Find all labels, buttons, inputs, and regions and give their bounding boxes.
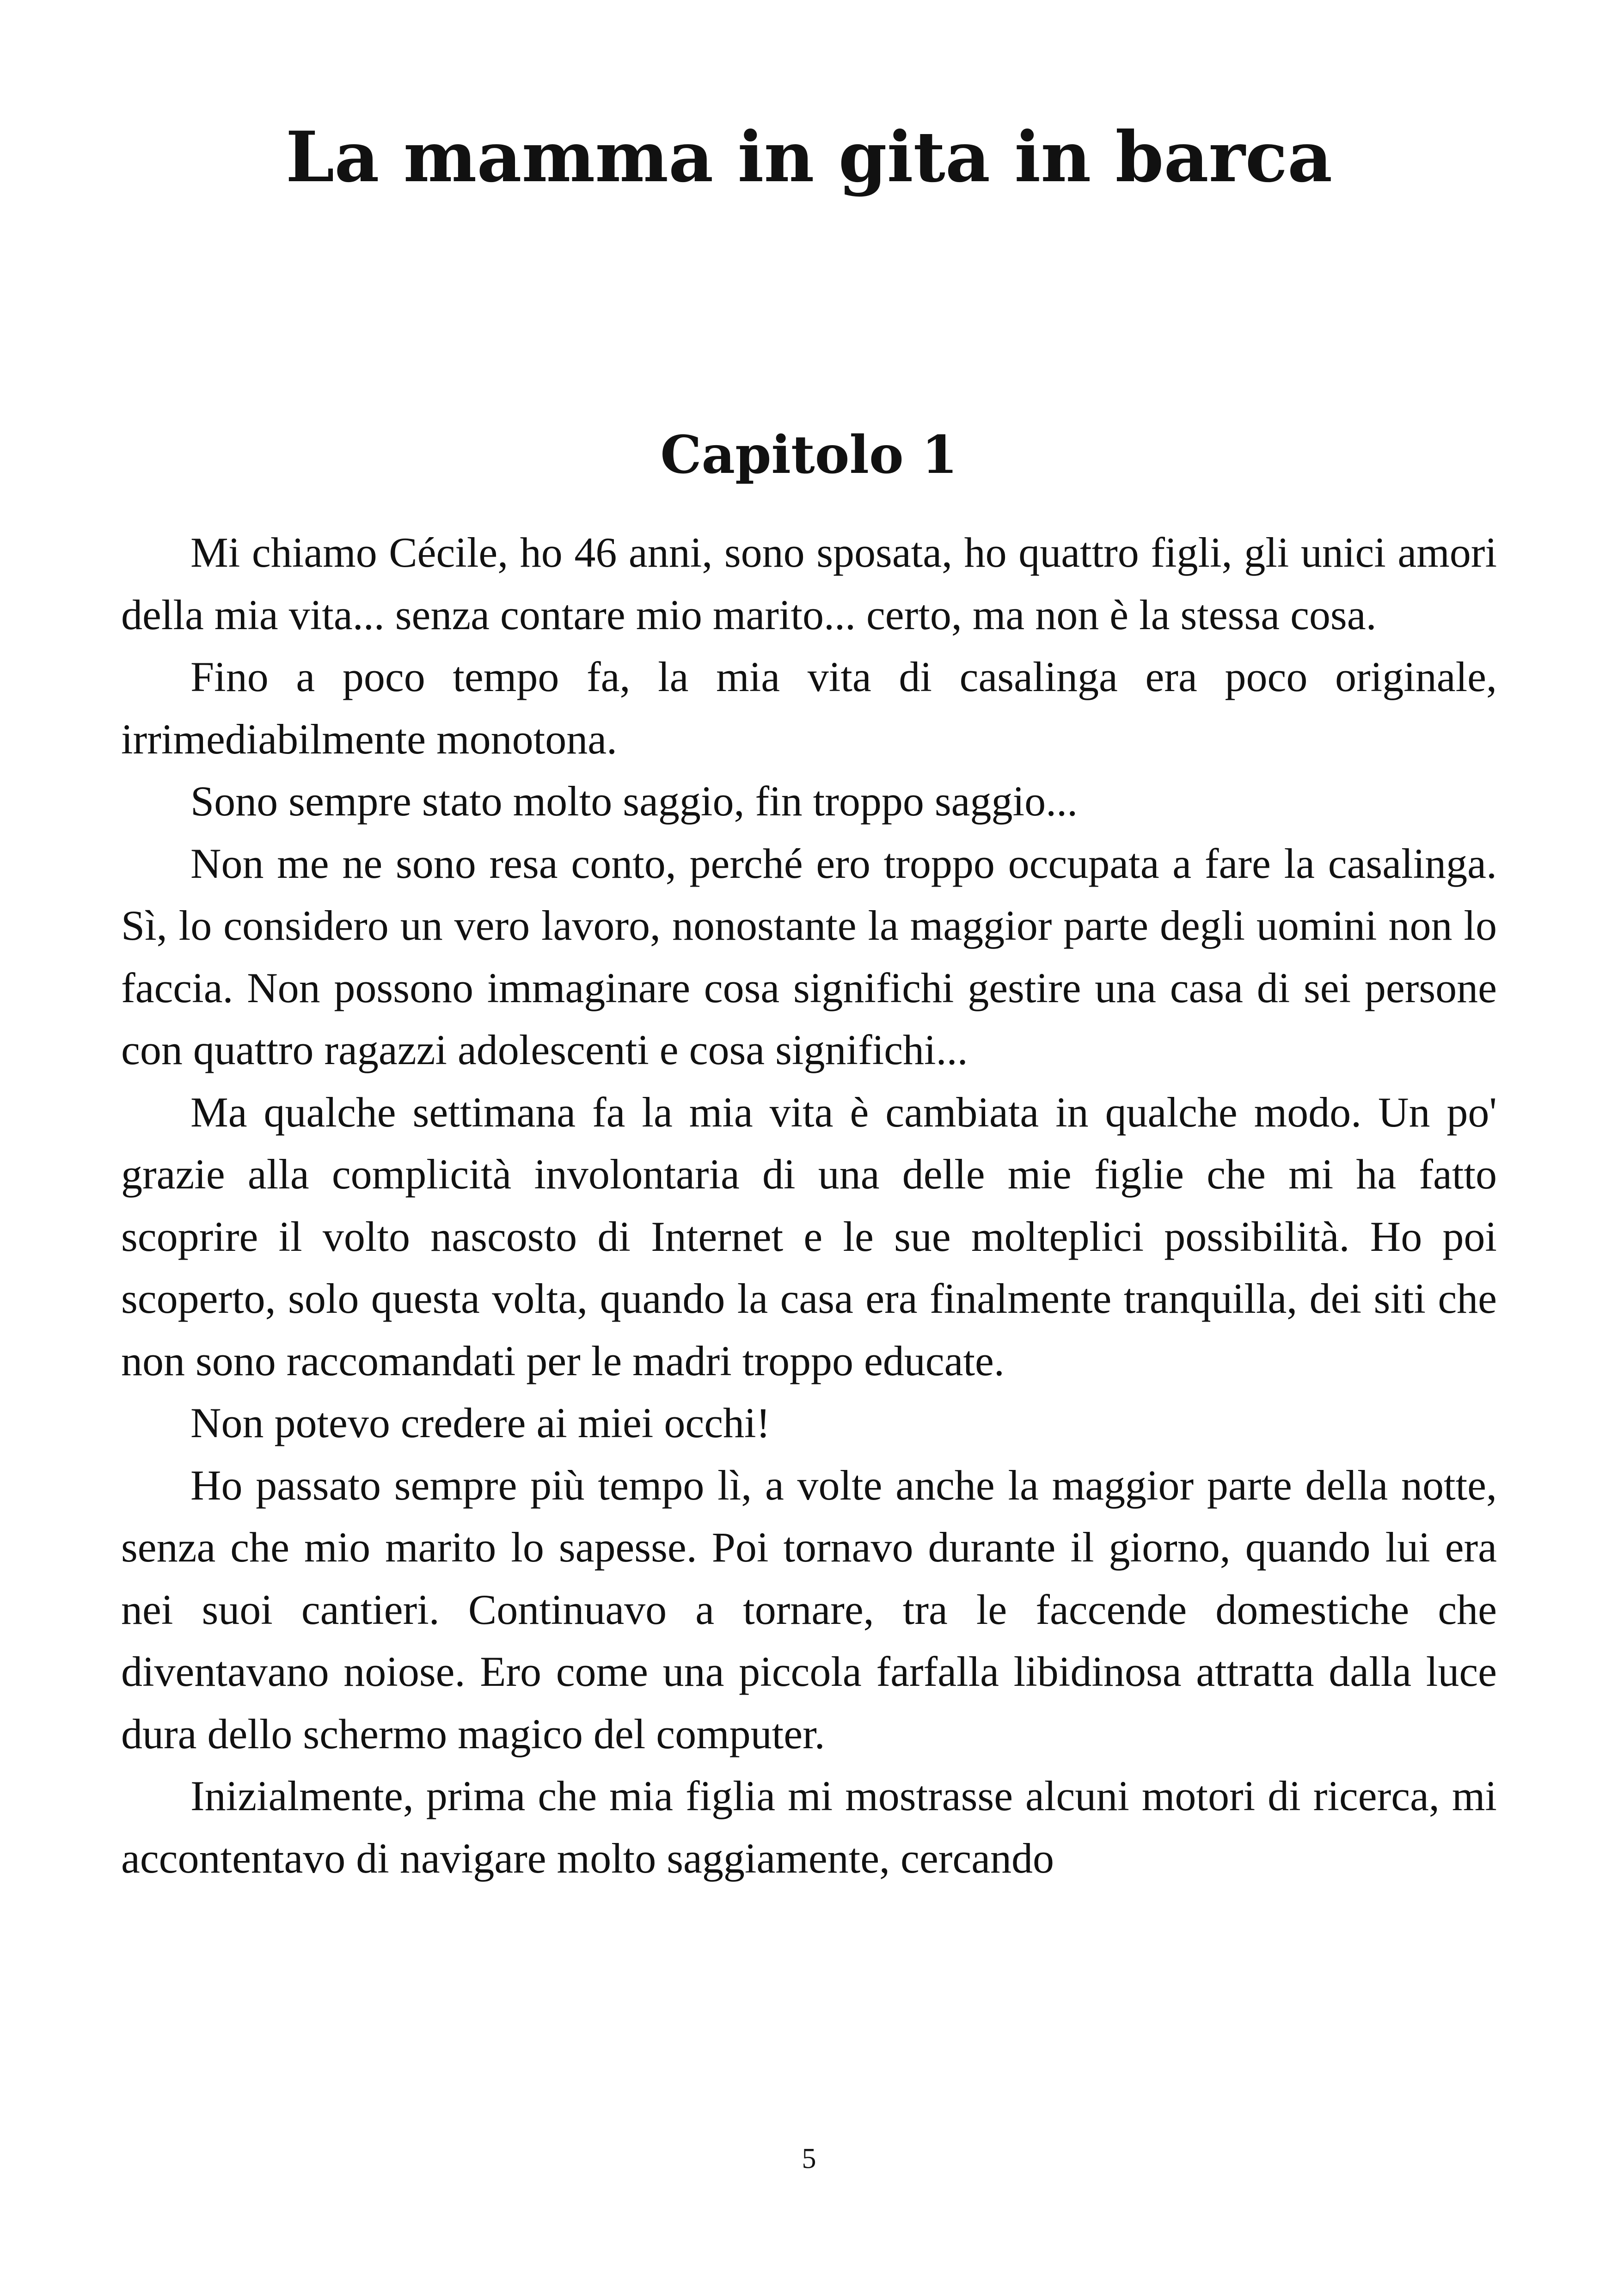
paragraph-5: Ma qualche settimana fa la mia vita è cambiata in qualche modo. Un po' grazie alla complicità involontaria di una delle mie figlie che mi ha fatto scoprire il volto nascosto di Internet e le sue molteplici possibilità. Ho poi scoperto, solo questa volta, quando la casa era finalmente tranquilla, dei siti che non sono raccomandati per le madri troppo educate. (121, 1088, 1497, 1384)
chapter-title: Capitolo 1 (660, 425, 958, 485)
paragraph-8: Inizialmente, prima che mia figlia mi mostrasse alcuni motori di ricerca, mi accontentavo di navigare molto saggiamente, cercando (121, 1772, 1497, 1882)
paragraph-2: Fino a poco tempo fa, la mia vita di casalinga era poco originale, irrimediabilmente monotona. (121, 653, 1497, 763)
paragraph-6: Non potevo credere ai miei occhi! (190, 1399, 771, 1446)
paragraph-7: Ho passato sempre più tempo lì, a volte anche la maggior parte della notte, senza che mio marito lo sapesse. Poi tornavo durante il giorno, quando lui era nei suoi cantieri. Continuavo a tornare, tra le faccende domestiche che diventavano noiose. Ero come una piccola farfalla libidinosa attratta dalla luce dura dello schermo magico del computer. (121, 1461, 1497, 1757)
book-title: La mamma in gita in barca (285, 116, 1333, 198)
paragraph-3: Sono sempre stato molto saggio, fin troppo saggio... (190, 778, 1078, 825)
page-number: 5 (802, 2143, 816, 2174)
paragraph-4: Non me ne sono resa conto, perché ero troppo occupata a fare la casalinga. Sì, lo considero un vero lavoro, nonostante la maggior parte degli uomini non lo faccia. Non possono immaginare cosa significhi gestire una casa di sei persone con quattro ragazzi adolescenti e cosa significhi... (121, 839, 1497, 1073)
chapter-body (121, 521, 1497, 1889)
paragraph-1: Mi chiamo Cécile, ho 46 anni, sono sposata, ho quattro figli, gli unici amori della mia vita... senza contare mio marito... certo, ma non è la stessa cosa. (121, 529, 1497, 638)
